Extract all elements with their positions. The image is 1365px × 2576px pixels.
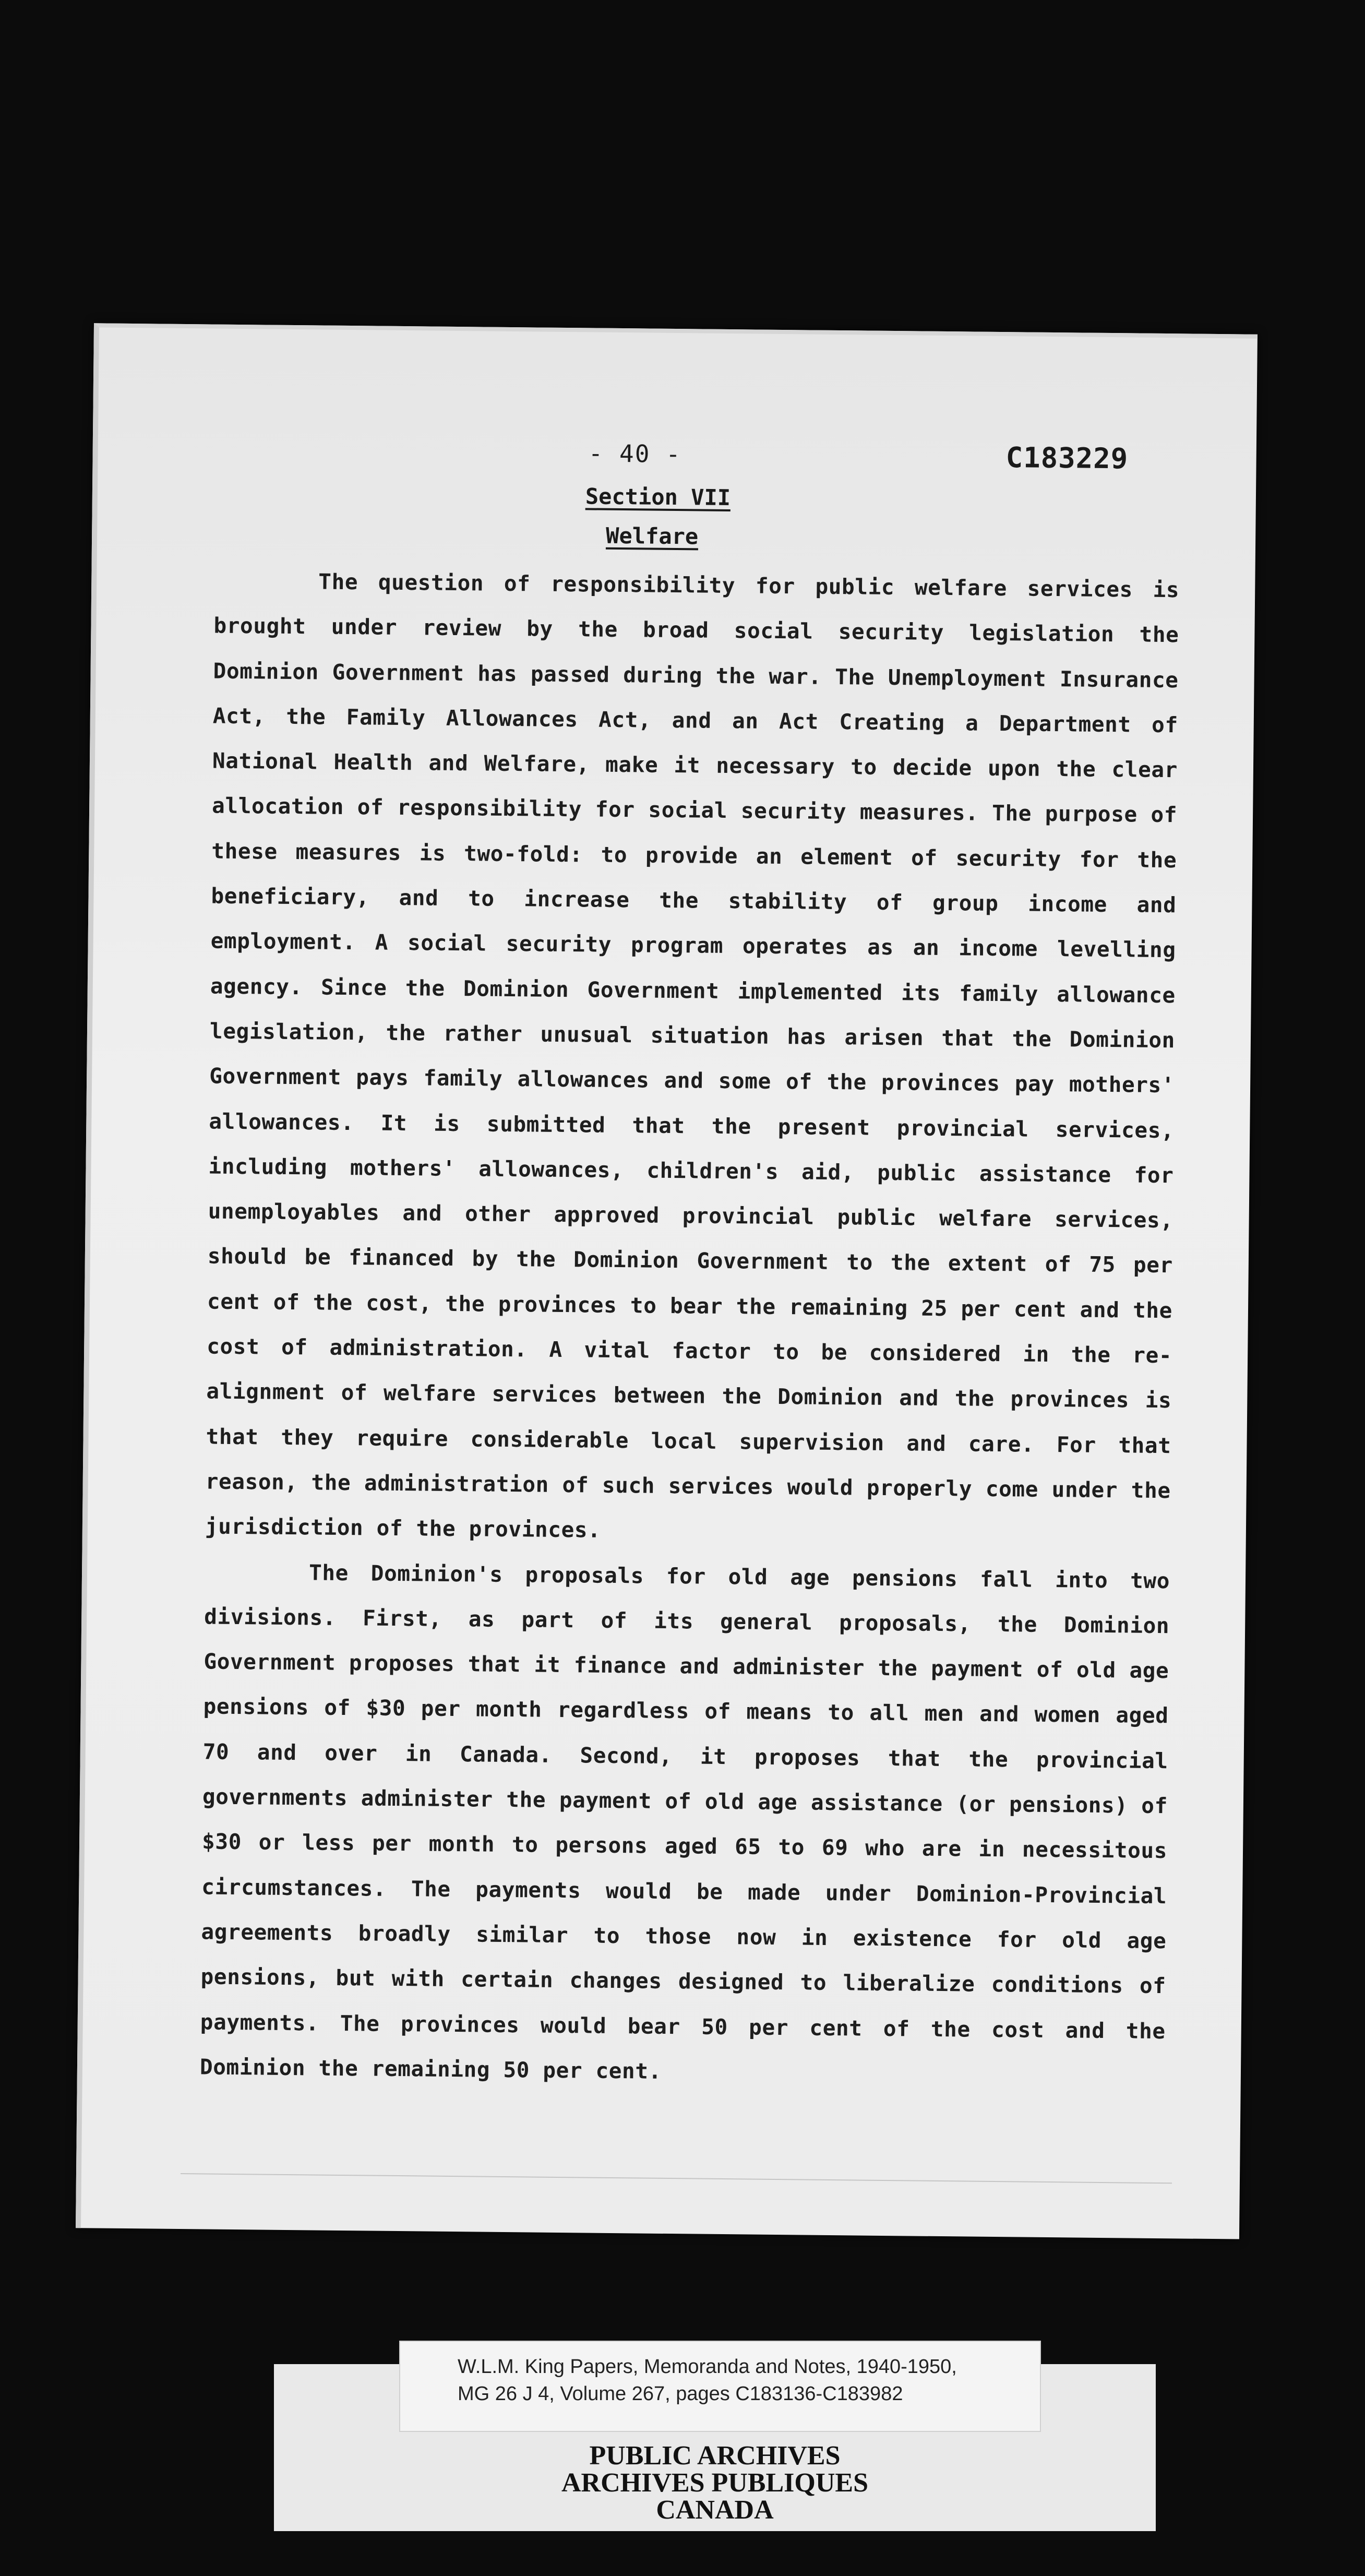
archive-citation-line-1: W.L.M. King Papers, Memoranda and Notes, 1940-1950,: [458, 2356, 957, 2378]
section-title: Welfare: [605, 522, 699, 550]
section-heading: Section VII: [585, 483, 731, 511]
archive-stamp: [274, 2442, 1156, 2524]
document-page: [76, 323, 1258, 2239]
archive-citation-card: [399, 2341, 1041, 2432]
archive-citation-line-2: MG 26 J 4, Volume 267, pages C183136-C183982: [458, 2383, 903, 2405]
page-surface: [76, 323, 1258, 2239]
page-number: - 40 -: [588, 439, 682, 469]
archive-stamp-line-1: PUBLIC ARCHIVES: [589, 2441, 841, 2471]
archive-stamp-line-2: ARCHIVES PUBLIQUES: [561, 2468, 869, 2498]
page-header: [98, 434, 1256, 482]
paragraph-welfare-responsibility: The question of responsibility for public welfare services is brought under review by the broad social security legislation the Dominion Government has passed during the war. The Unemployment Insurance Act, the Family Allowances Act, and an Act Creating a Department of National Health and Welfare, make it necessary to decide upon the clear allocation of responsibility for social security measures. The purpose of these measures is two-fold: to provide an element of security for the beneficiary, and to increase the stability of group income and employment. A social security program operates as an income levelling agency. Since the Dominion Government implemented its family allowance legislation, the rather unusual situation has arisen that the Dominion Government pays family allowances and some of the provinces pay mothers' allowances. It is submitted that the present provincial services, including mothers' allowances, children's aid, public assistance for unemployables and other approved provincial public welfare services, should be financed by the Dominion Government to the extent of 75 per cent of the cost, the provinces to bear the remaining 25 per cent and the cost of administration. A vital factor to be considered in the re-alignment of welfare services between the Dominion and the provinces is that they require considerable local supervision and care. For that reason, the administration of such services would properly come under the jurisdiction of the provinces.: [205, 569, 1180, 1543]
body-text: [200, 558, 1180, 2099]
document-number: C183229: [1005, 441, 1129, 475]
archive-stamp-line-3: CANADA: [656, 2495, 774, 2525]
page-bottom-rule: [181, 2173, 1172, 2184]
paragraph-old-age-pensions: The Dominion's proposals for old age pensions fall into two divisions. First, as part of its general proposals, the Dominion Government proposes that it finance and administer the payment of old age pensions of $30 per month regardless of means to all men and women aged 70 and over in Canada. Second, it proposes that the provincial governments administer the payment of old age assistance (or pensions) of $30 or less per month to persons aged 65 to 69 who are in necessitous circumstances. The payments would be made under Dominion-Provincial agreements broadly similar to those now in existence for old age pensions, but with certain changes designed to liberalize conditions of payments. The provinces would bear 50 per cent of the cost and the Dominion the remaining 50 per cent.: [199, 1559, 1170, 2084]
